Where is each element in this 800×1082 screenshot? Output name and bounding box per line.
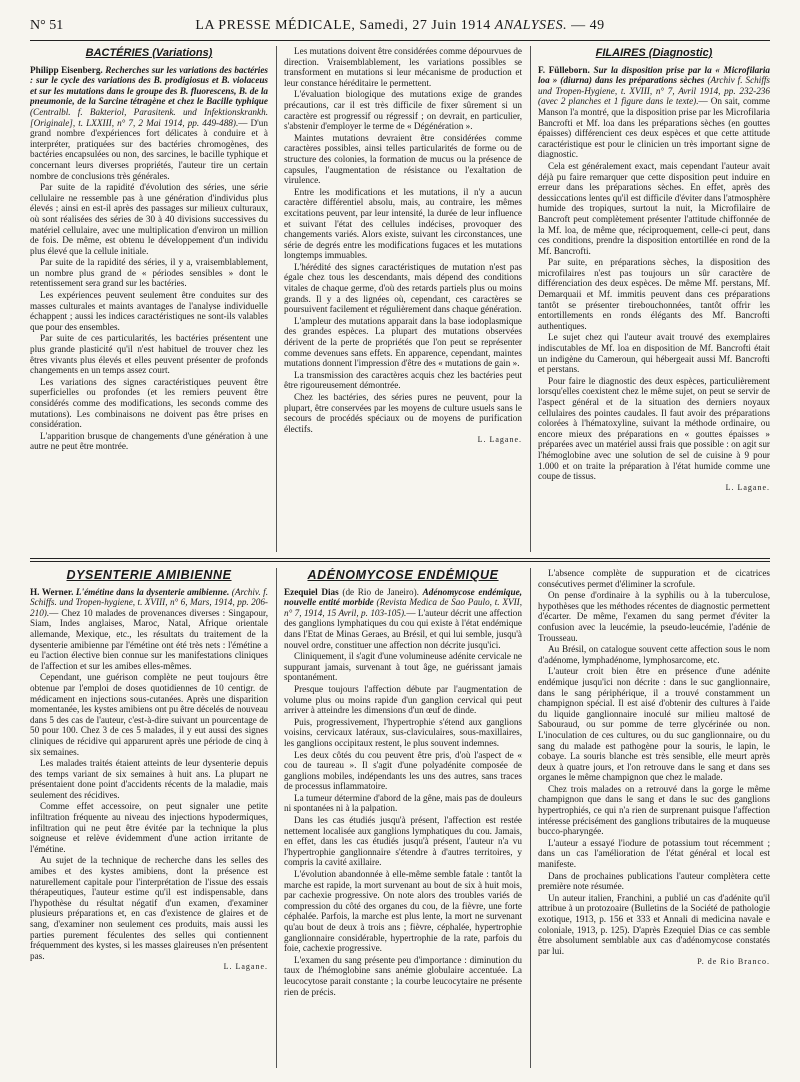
paragraph: L'absence complète de suppuration et de cicatrices consécutives permet d'éliminer la scrofule. <box>538 568 770 589</box>
paragraph: Le sujet chez qui l'auteur avait trouvé des exemplaires indiscutables de Mf. loa en disposition de Mf. Bancrofti était un indigène du Cameroun, qui hébergeait aussi Mf. Bancrofti et perstans. <box>538 332 770 375</box>
column-divider <box>276 46 277 552</box>
paragraph: Par suite, en préparations sèches, la disposition des microfilaires n'est pas toujours un sûr caractère de différenciation des deux espèces. De même Mf. perstans, Mf. Demarquaii et Mf. immitis peuvent dans ces préparations tantôt se présenter tirebouchonnées, tantôt offrir les entortillements en ronds élégants des Mf. Bancrofti authentiques. <box>538 257 770 331</box>
section-heading-dysenterie: DYSENTERIE AMIBIENNE <box>66 568 232 582</box>
paragraph: Les deux côtés du cou peuvent être pris, d'où l'aspect de « cou de taureau ». Il s'agit d'une polyadénite composée de ganglions mobiles, indépendants les uns des autres, sans traces de processus inflammatoire. <box>284 749 522 792</box>
paragraph: L'apparition brusque de changements d'une génération à une autre ne peut être montrée. <box>30 430 268 452</box>
page-number: — 49 <box>571 18 605 33</box>
paragraph: Par suite de ces particularités, les bactéries présentent une plus grande plasticité qu'il n'est habituel de trouver chez les êtres vivants plus élevés et elles peuvent présenter de profonds changements en un temps assez court. <box>30 333 268 376</box>
paragraph: L'examen du sang présente peu d'importance : diminution du taux de l'hémoglobine sans anémie globulaire accentuée. La leucocytose parait constante ; la courbe leucocytaire ne présente rien de précis. <box>284 954 522 997</box>
section-heading-bacteries: BACTÉRIES (Variations) <box>85 47 213 59</box>
reference-filaires: F. Fülleborn. Sur la disposition prise par la « Microfilaria loa » (diurna) dans les préparations sèches (Archiv f. Schiffs und Tropen-Hygiene, t. XVIII, n° 7, Avril 1914, pp. 232-236 (avec 2 planches et 1 figure dans le texte).— On sait, comme Manson l'a montré, que la disposition prise par les Microfilaria Bancrofti et Mf. loa dans les préparations sèches (en gouttes épaisses) différencient ces deux espèces et que cette attitude caractéristique est pour le clinicien un très important signe de diagnostic. <box>538 64 770 160</box>
header-rule <box>30 40 770 41</box>
paragraph: On pense d'ordinaire à la syphilis ou à la tuberculose, hypothèses que les méthodes récentes de diagnostic permettent d'écarter. De même, l'examen du sang permet d'éviter la confusion avec la leucémie, la pseudo-leucémie, l'adénie de Trousseau. <box>538 590 770 643</box>
paragraph: Les mutations doivent être considérées comme dépourvues de direction. Vraisemblablement, les variations possibles se transforment en mutations si leur mécanisme de production et leur constance héréditaire le permettent. <box>284 46 522 88</box>
adenomycose-col-1 <box>284 568 522 1068</box>
section-rule <box>30 558 770 559</box>
paragraph: Par suite de la rapidité d'évolution des séries, une série cellulaire ne ressemble pas à une génération d'individus plus élevés ; ainsi en est-il après des passages sur milieux culturaux, où sont réalisées des séries de 30 à 40 divisions successives du matériel cellulaire, avec une multiplication d'environ un million de fois. De même, est obtenu le développement d'un individu plus élevé que la cellule initiale. <box>30 182 268 256</box>
journal-title: LA PRESSE MÉDICALE, Samedi, 27 Juin 1914 ANALYSES. — 49 <box>195 18 605 33</box>
paragraph: Chez trois malades on a retrouvé dans la gorge le même champignon que dans le sang et dans le suc des ganglions hypertrophiés, ce qui n'a rien de surprenant puisque l'affection intéresse précisément des ganglions tributaires de la muqueuse bucco-pharyngée. <box>538 783 770 837</box>
reference-dysenterie: H. Werner. L'émétine dans la dysenterie amibienne. (Archiv. f. Schiffs. und Tropen-hygiene, t. XVIII, n° 6, Mars, 1914, pp. 206-210).— Chez 10 malades de provenances diverses : Singapour, Siam, Indes anglaises, Maroc, Natal, Afrique orientale allemande, Mexique, etc., les résultats du traitement de la dysenterie amibienne par l'émétine ont été très nets : l'émétine a eu l'action élective bien connue sur les manifestations cliniques de l'affection et sur les amibes elles-mêmes. <box>30 586 268 671</box>
paragraph: L'auteur a essayé l'iodure de potassium tout récemment ; dans un cas l'amélioration de l'état général et local est manifeste. <box>538 837 770 870</box>
paragraph: Dans de prochaines publications l'auteur complètera cette première note résumée. <box>538 870 770 892</box>
paragraph: Chez les bactéries, des séries pures ne peuvent, pour la plupart, être conservées par les moyens de culture usuels sans le secours de procédés spéciaux ou de moyens de purification électifs. <box>284 392 522 434</box>
paragraph: Presque toujours l'affection débute par l'augmentation de volume plus ou moins rapide d'un ganglion cervical qui peut arriver à atteindre les dimensions d'un œuf de dinde. <box>284 683 522 716</box>
paragraph: Cependant, une guérison complète ne peut toujours être obtenue par l'emploi de doses quotidiennes de 10 centigr. de médicament en injections sous-cutanées. Après une disparition momentanée, les kystes amibiens ont pu être décelés de nouveau dans 5 des cas de l'auteur, c'est-à-dire suivant un pourcentage de 50 pour 100. Chez 3 de ces 5 malades, il y eut aussi des signes cliniques de récidive qui apparurent après une période de cinq à six semaines. <box>30 672 268 757</box>
paragraph: L'évaluation biologique des mutations exige de grandes précautions, car il est très difficile de fixer sûrement si un caractère est progressif ou régressif ; on devrait, en particulier, s'abstenir d'employer le terme de « Dégénération ». <box>284 89 522 132</box>
section-heading-filaires: FILAIRES (Diagnostic) <box>595 47 713 59</box>
paragraph: L'auteur croit bien être en présence d'une adénite endémique jusqu'ici non décrite : dans le suc ganglionnaire, dans le sang périphérique, il a trouvé constamment un champignon spécial. Il est aisé d'obtenir des cultures à l'aide du liquide ganglionnaire inoculé sur milieu maltosé de Sabouraud, ou sur pomme de terre glycérinée ou non. L'inoculation de ces cultures, ou du suc ganglionnaire, ou du sang du malade est pathogène pour la souris, le lapin, le cobaye. La souris blanche est très sensible, elle meurt après deux à quatre jours, et l'on retrouve dans le sang et dans ses organes le même champignon que chez le malade. <box>538 666 770 783</box>
signature: L. Lagane. <box>477 435 522 445</box>
section-rule <box>30 561 770 562</box>
paragraph: Les expériences peuvent seulement être conduites sur des masses culturales et maints avantages de l'analyse individuelle échappent ; aussi les indices caractéristiques ne sont-ils valables que pour des ensembles. <box>30 290 268 332</box>
paragraph: Dans les cas étudiés jusqu'à présent, l'affection est restée nettement localisée aux ganglions lymphatiques du cou. Jamais, en effet, dans les cas étudiés jusqu'à présent, l'auteur n'a vu l'hypertrophie ganglionnaire s'étendre à d'autres territoires, y compris la cavité axillaire. <box>284 815 522 868</box>
section-heading-adenomycose: ADÉNOMYCOSE ENDÉMIQUE <box>307 568 499 582</box>
bacteries-col-2 <box>284 46 522 552</box>
paragraph: La tumeur détermine d'abord de la gêne, mais pas de douleurs ni spontanées ni à la palpation. <box>284 792 522 814</box>
paragraph: Entre les modifications et les mutations, il n'y a aucun caractère différentiel absolu, mais, au contraire, les mêmes excitations peuvent, par leur intensité, la durée de leur influence et suivant l'état des cellules indécises, provoquer des changements variés. Alors existe, suivant les circonstances, une série de degrés entre les modifications fugaces et les mutations longtemps immuables. <box>284 186 522 261</box>
column-divider <box>530 568 531 1068</box>
paragraph: L'ampleur des mutations apparait dans la base iodoplasmique des grandes espèces. La plupart des mutations observées dérivent de la perte de propriétés que l'on peut se représenter comme devenues sans effets. En apparence, cependant, maintes mutations donnent l'impression d'être des « mutations de gain ». <box>284 315 522 369</box>
signature: L. Lagane. <box>725 482 770 492</box>
paragraph: Un auteur italien, Franchini, a publié un cas d'adénite qu'il attribue à un protozoaire (Bulletins de la Société de pathologie exotique, 1913, p. 156 et 333 et Annali di medicina navale e coloniale, 1913, p. 125). D'après Ezequiel Dias ce cas semble être absolument semblable aux cas d'adénomycose constatés par lui. <box>538 892 770 956</box>
filaires-col <box>538 46 770 552</box>
paragraph: Cliniquement, il s'agit d'une volumineuse adénite cervicale ne suppurant jamais, survenant à tout âge, ne guérissant jamais spontanément. <box>284 651 522 683</box>
paragraph: Par suite de la rapidité des séries, il y a, vraisemblablement, un nombre plus grand de « périodes sensibles » dont le retentissement sera grand sur les bactéries. <box>30 257 268 289</box>
paragraph: La transmission des caractères acquis chez les bactéries peut être rigoureusement démontrée. <box>284 369 522 391</box>
paragraph: Puis, progressivement, l'hypertrophie s'étend aux ganglions voisins, cervicaux latéraux, sus-claviculaires, sous-maxillaires, les ganglions occipitaux restent, le plus souvent indemnes. <box>284 716 522 748</box>
issue-number: N° 51 <box>30 18 64 33</box>
reference-bacteries: Philipp Eisenberg. Recherches sur les variations des bactéries : sur le cycle des variations des B. prodigiosus et B. violaceus et sur les mutations dans le groupe des B. fluorescens, B. de la pneumonie, de la Sarcine tétragène et chez le Bacille typhique (Centralbl. f. Bakteriol, Parasitenk. und Infektionskrankh. [Originale], t. LXXIII, n° 7, 2 Mai 1914, pp. 449-488).— D'un grand nombre d'expériences fort délicates à conduire et à interpréter, pratiquées sur des bactéries chromogènes, des bactéries encapsulées ou non, des sarcines, le bacille typhique et concernant leurs diverses propriétés, l'auteur tire un certain nombre de conclusions très générales. <box>30 64 268 181</box>
dysenterie-col <box>30 568 268 1068</box>
bacteries-col-1 <box>30 46 268 552</box>
paragraph: L'hérédité des signes caractéristiques de mutation n'est pas égale chez tous les descendants, mais dépend des conditions vitales de chaque germe, d'où des retards partiels plus ou moins grands. Il y a des lignées où, cependant, ces caractères se poursuivent facilement et régulièrement dans chaque génération. <box>284 261 522 315</box>
adenomycose-col-2 <box>538 568 770 1068</box>
signature: P. de Rio Branco. <box>697 957 770 967</box>
paragraph: Comme effet accessoire, on peut signaler une petite infiltration fréquente au niveau des injections hypodermiques, infiltration qui ne peut être évitée par la technique la plus soigneuse et relève évidemment d'une action irritante de l'émétine. <box>30 801 268 854</box>
paragraph: Au Brésil, on catalogue souvent cette affection sous le nom d'adénome, lymphadénome, lymphosarcome, etc. <box>538 644 770 665</box>
paragraph: Au sujet de la technique de recherche dans les selles des amibes et des kystes amibiens, dont la présence est naturellement capitale pour l'interprétation de l'issue des essais thérapeutiques, l'auteur estime qu'il est indispensable, dans l'hypothèse du résultat négatif d'un examen, d'examiner plusieurs préparations et, en cas d'existence de glaires et de sang, d'examiner non seulement ces produits, mais aussi les parties purement féculentes des selles qui contiennent fréquemment des kystes, si les masses glaireuses n'en présentent pas. <box>30 855 268 961</box>
paragraph: Pour faire le diagnostic des deux espèces, particulièrement lorsqu'elles coexistent chez le même sujet, on peut se servir de l'aspect général et de la situation des derniers noyaux cellulaires des pointes caudales. Il faut avoir des préparations colorées à l'hématoxyline, suivant la méthode ordinaire, ou encore mieux des préparations en « gouttes épaisses » préparées avec un matériel aussi frais que possible : on agit sur l'hémoglobine avec une solution de sel de cuisine à 9 pour 1.000 et on traite la préparation à l'état humide comme une coupe de tissus. <box>538 375 770 482</box>
page-header <box>30 18 770 40</box>
section-label: ANALYSES. <box>494 18 568 33</box>
signature: L. Lagane. <box>223 962 268 972</box>
paragraph: L'évolution abandonnée à elle-même semble fatale : tantôt la marche est rapide, la mort survenant au bout de six à huit mois, par cachexie progressive. On note alors des troubles variés de compression du côté des organes du cou, de la fièvre, une forte céphalée. Parfois, la marche est plus lente, la mort ne survenant qu'au bout de deux à trois ans ; fièvre, céphalée, hypertrophie ganglionnaire considérable, hypertrophie de la rate, parfois du foie, cachexie progressive. <box>284 869 522 954</box>
paragraph: Les variations des signes caractéristiques peuvent être superficielles ou profondes (et les remiers peuvent être considérés comme des modifications, les seconds comme des mutations). Les combinaisons ne doivent pas être prises en considération. <box>30 376 268 430</box>
column-divider <box>530 46 531 552</box>
paragraph: Les malades traités étaient atteints de leur dysenterie depuis des temps variant de six semaines à huit ans. La plupart ne présentaient done point d'accidents récents de la maladie, mais seulement des récidives. <box>30 758 268 800</box>
column-divider <box>276 568 277 1068</box>
reference-adenomycose: Ezequiel Dias (de Rio de Janeiro). Adénomycose endémique, nouvelle entité morbide (Revista Medica de Sao Paulo, t. XVII, n° 7, 1914, 15 Avril, p. 103-105).— L'auteur décrit une affection des ganglions lymphatiques du cou qui existe à l'état endémique dans l'Etat de Minas Geraes, au Brésil, et qui lui semble, jusqu'à nouvel ordre, constituer une affection non décrite jusqu'ici. <box>284 586 522 650</box>
paragraph: Maintes mutations devraient être considérées comme caractères possibles, ainsi telles particularités de forme ou de structure des colonies, la formation de mucus ou la présence de capsules, l'augmentation de résistance ou l'exaltation de virulence. <box>284 132 522 186</box>
paragraph: Cela est généralement exact, mais cependant l'auteur avait déjà pu faire remarquer que cette disposition peut induire en erreur dans les préparations sèches. En effet, après des dessiccations lentes qu'il est difficile d'éviter dans l'atmosphère humide des tropiques, surtout la nuit, la Microfilaire de Bancroft peut complètement présenter l'attitude chiffonnée de la Mf. loa, de même que, réciproquement, celle-ci peut, dans ces conditions, prendre la disposition entortillée en rond de la Mf. Bancrofti. <box>538 160 770 256</box>
